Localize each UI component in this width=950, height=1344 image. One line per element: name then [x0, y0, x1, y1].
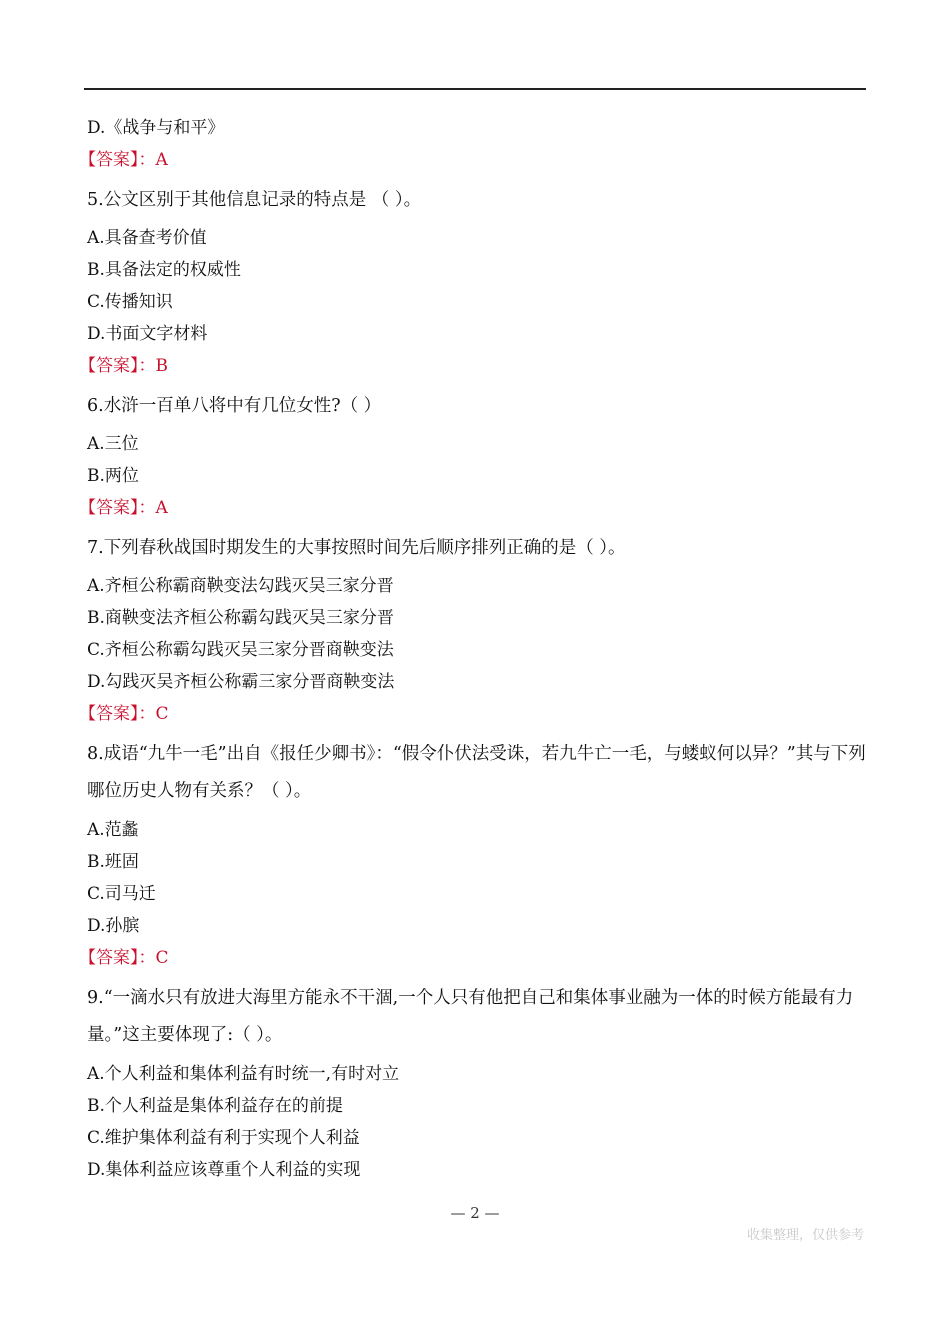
answer-label: 【答案】：C — [79, 948, 169, 968]
page-number: — 2 — — [450, 1204, 500, 1222]
option-text: A.范蠡 — [87, 820, 139, 840]
option-text: A.三位 — [87, 434, 139, 454]
document-body — [79, 112, 867, 1186]
answer-label: 【答案】：A — [79, 498, 168, 518]
answer-label: 【答案】：B — [79, 356, 168, 376]
option-text: C.传播知识 — [87, 292, 173, 312]
option-text: D.《战争与和平》 — [87, 118, 225, 138]
question-stem: 9.“一滴水只有放进大海里方能永不干涸,一个人只有他把自己和集体事业融为一体的时候方能最有力量。”这主要体现了:（ ）。 — [87, 988, 854, 1045]
answer-label: 【答案】：C — [79, 704, 169, 724]
option-text: C.齐桓公称霸勾践灭吴三家分晋商鞅变法 — [87, 640, 394, 660]
option-text: B.个人利益是集体利益存在的前提 — [87, 1096, 343, 1116]
option-list — [87, 222, 867, 350]
option-text: D.集体利益应该尊重个人利益的实现 — [87, 1160, 361, 1180]
header-rule — [84, 88, 866, 90]
option-text: D.孙膑 — [87, 916, 140, 936]
option-text: A.具备查考价值 — [87, 228, 207, 248]
question-stem: 5.公文区别于其他信息记录的特点是 （ ）。 — [87, 190, 422, 210]
option-text: A.个人利益和集体利益有时统一,有时对立 — [87, 1064, 400, 1084]
option-text: B.班固 — [87, 852, 139, 872]
option-list — [87, 428, 867, 492]
option-text: D.勾践灭吴齐桓公称霸三家分晋商鞅变法 — [87, 672, 395, 692]
question-stem: 8.成语“九牛一毛”出自《报任少卿书》：“假令仆伏法受诛，若九牛亡一毛，与蝼蚁何以异？”其与下列哪位历史人物有关系？（ ）。 — [87, 744, 866, 801]
question-stem: 6.水浒一百单八将中有几位女性?（ ） — [87, 396, 382, 416]
option-text: D.书面文字材料 — [87, 324, 208, 344]
answer-label: 【答案】：A — [79, 150, 168, 170]
option-text: A.齐桓公称霸商鞅变法勾践灭吴三家分晋 — [87, 576, 394, 596]
option-text: B.两位 — [87, 466, 139, 486]
option-text: B.具备法定的权威性 — [87, 260, 241, 280]
option-list — [87, 814, 867, 942]
option-list — [87, 570, 867, 698]
question-stem: 7.下列春秋战国时期发生的大事按照时间先后顺序排列正确的是（ ）。 — [87, 538, 626, 558]
option-text: C.司马迁 — [87, 884, 156, 904]
option-text: C.维护集体利益有利于实现个人利益 — [87, 1128, 360, 1148]
option-text: B.商鞅变法齐桓公称霸勾践灭吴三家分晋 — [87, 608, 394, 628]
option-list — [87, 1058, 867, 1186]
watermark-text: 收集整理，仅供参考 — [746, 1228, 864, 1243]
